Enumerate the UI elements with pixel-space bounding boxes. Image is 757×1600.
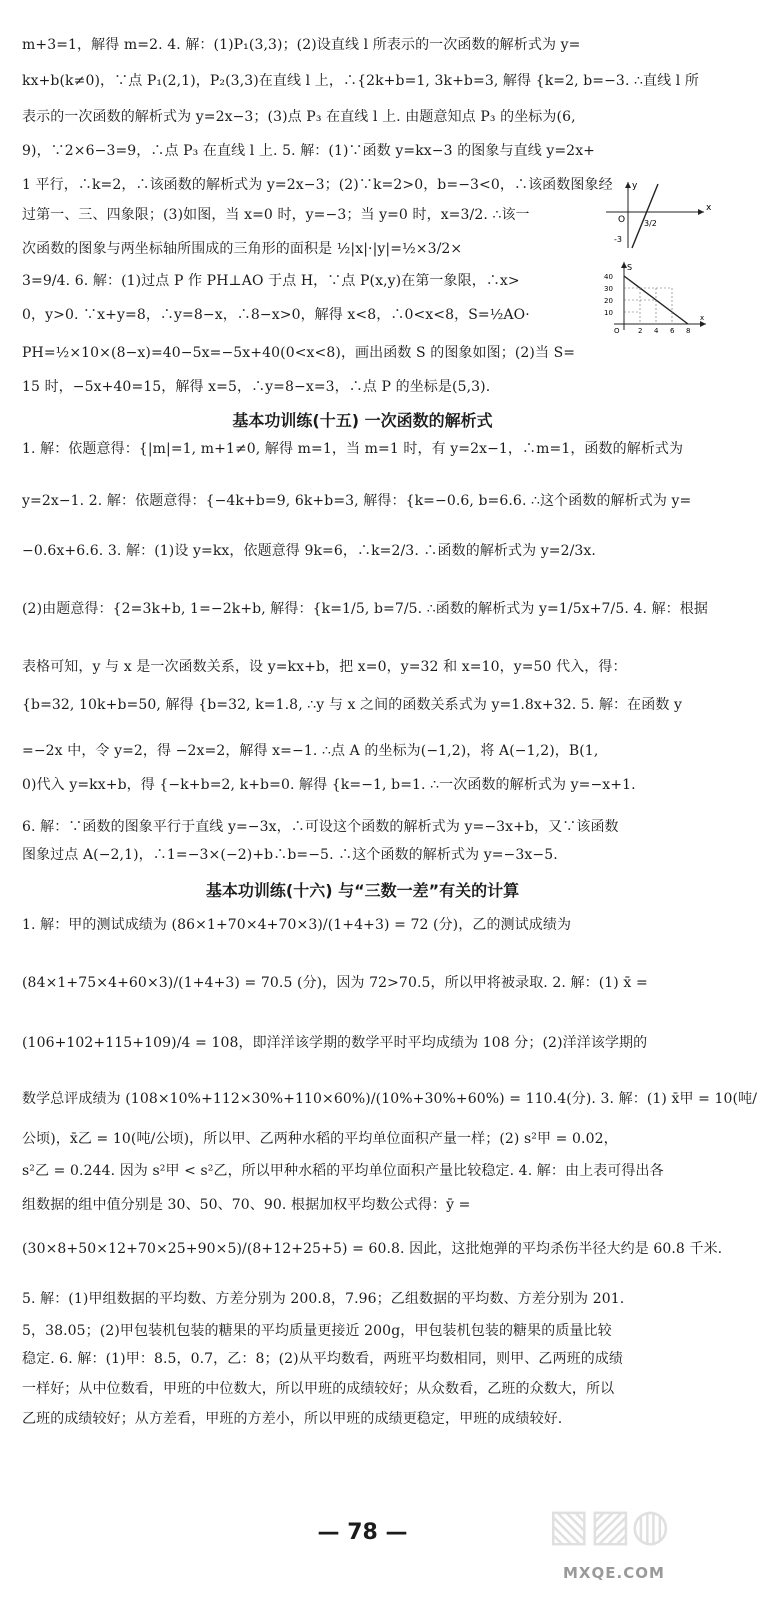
text-line: (2)由题意得：{2=3k+b, 1=−2k+b, 解得：{k=1/5, b=7/5. ∴函数的解析式为 y=1/5x+7/5. 4. 解：根据 [22,601,708,617]
text-line: (84×1+75×4+60×3)/(1+4+3) = 70.5 (分)，因为 72>70.5，所以甲将被录取. 2. 解：(1) x̄ = [22,975,648,991]
text-line: 9)，∵2×6−3=9，∴点 P₃ 在直线 l 上. 5. 解：(1)∵函数 y=kx−3 的图象与直线 y=2x+ [22,143,596,159]
fig1-y-tick: -3 [614,235,622,244]
text-line: 0，y>0. ∵x+y=8，∴y=8−x，∴8−x>0，解得 x<8，∴0<x<8，S=½AO· [22,307,530,323]
watermark [528,1500,718,1595]
fig2-x-tick: O [614,327,620,335]
fig2-s-tick: 10 [604,309,613,317]
text-line: s²乙 = 0.244. 因为 s²甲 < s²乙，所以甲种水稻的平均单位面积产量比较稳定. 4. 解：由上表可得出各 [22,1163,664,1179]
fig2-x-tick: 2 [638,327,643,335]
text-line: 5. 解：(1)甲组数据的平均数、方差分别为 200.8，7.96；乙组数据的平均数、方差分别为 201. [22,1291,625,1307]
text-line: 表示的一次函数的解析式为 y=2x−3；(3)点 P₃ 在直线 l 上. 由题意知点 P₃ 的坐标为(6, [22,109,576,125]
page-number: — 78 — [317,1520,408,1545]
text-line: 3=9/4. 6. 解：(1)过点 P 作 PH⊥AO 于点 H，∵点 P(x,y)在第一象限，∴x> [22,273,520,289]
text-line: 表格可知，y 与 x 是一次函数关系，设 y=kx+b，把 x=0，y=32 和 x=10，y=50 代入，得： [22,659,627,675]
text-line: −0.6x+6.6. 3. 解：(1)设 y=kx，依题意得 9k=6，∴k=2/3. ∴函数的解析式为 y=2/3x. [22,543,596,559]
fig2-s-tick: 20 [604,297,613,305]
text-line: 6. 解：∵函数的图象平行于直线 y=−3x，∴可设这个函数的解析式为 y=−3x+b，又∵该函数 [22,819,619,835]
text-line: 组数据的组中值分别是 30、50、70、90. 根据加权平均数公式得：ȳ = [22,1197,471,1213]
text-line: 1. 解：依题意得：{|m|=1, m+1≠0, 解得 m=1，当 m=1 时，有 y=2x−1，∴m=1，函数的解析式为 [22,441,684,457]
text-line: {b=32, 10k+b=50, 解得 {b=32, k=1.8, ∴y 与 x 之间的函数关系式为 y=1.8x+32. 5. 解：在函数 y [22,697,683,713]
watermark-logo-icon: ▧▨◍ [548,1500,670,1551]
text-line: =−2x 中，令 y=2，得 −2x=2，解得 x=−1. ∴点 A 的坐标为(−1,2)，将 A(−1,2)，B(1, [22,743,599,759]
text-line: (30×8+50×12+70×25+90×5)/(8+12+25+5) = 60.8. 因此，这批炮弹的平均杀伤半径大约是 60.8 千米. [22,1241,723,1257]
text-line: 一样好；从中位数看，甲班的中位数大，所以甲班的成绩较好；从众数看，乙班的众数大，所以 [22,1381,615,1397]
text-line: kx+b(k≠0)，∵点 P₁(2,1)，P₂(3,3)在直线 l 上，∴{2k+b=1, 3k+b=3, 解得 {k=2, b=−3. ∴直线 l 所 [22,73,700,89]
text-line: 乙班的成绩较好；从方差看，甲班的方差小，所以甲班的成绩更稳定，甲班的成绩较好. [22,1411,563,1427]
section-heading-16: 基本功训练(十六) 与“三数一差”有关的计算 [205,881,520,900]
fig2-x-tick: 6 [670,327,675,335]
section-heading-15: 基本功训练(十五) 一次函数的解析式 [232,411,493,430]
text-line: 1 平行，∴k=2，∴该函数的解析式为 y=2x−3；(2)∵k=2>0，b=−3<0，∴该函数图象经 [22,177,613,193]
text-line: y=2x−1. 2. 解：依题意得：{−4k+b=9, 6k+b=3, 解得：{k=−0.6, b=6.6. ∴这个函数的解析式为 y= [22,493,692,509]
text-line: PH=½×10×(8−x)=40−5x=−5x+40(0<x<8)，画出函数 S 的图象如图；(2)当 S= [22,345,576,361]
line-graph-figure-1 [600,178,710,250]
text-line: 5，38.05；(2)甲包装机包装的糖果的平均质量更接近 200g，甲包装机包装的糖果的质量比较 [22,1323,612,1339]
text-line: 数学总评成绩为 (108×10%+112×30%+110×60%)/(10%+30%+60%) = 110.4(分). 3. 解：(1) x̄甲 = 10(吨/ [22,1091,757,1107]
text-line: m+3=1，解得 m=2. 4. 解：(1)P₁(3,3)；(2)设直线 l 所表示的一次函数的解析式为 y= [22,37,581,53]
line-graph-figure-2 [600,258,710,334]
fig2-s-tick: 30 [604,285,613,293]
fig1-y-label: y [632,181,638,191]
fig2-x-label: x [700,314,705,322]
text-line: 图象过点 A(−2,1)，∴1=−3×(−2)+b∴b=−5. ∴这个函数的解析式为 y=−3x−5. [22,847,558,863]
fig1-x-label: x [706,203,712,213]
fig2-s-label: S [627,263,633,272]
fig1-origin-label: O [618,215,626,225]
text-line: 次函数的图象与两坐标轴所围成的三角形的面积是 ½|x|·|y|=½×3/2× [22,241,463,257]
fig1-x-tick: 3/2 [644,219,657,228]
fig2-x-tick: 8 [686,327,691,335]
watermark-text: MXQE.COM [563,1564,665,1582]
text-line: 15 时，−5x+40=15，解得 x=5，∴y=8−x=3，∴点 P 的坐标是(5,3). [22,379,491,395]
text-line: 1. 解：甲的测试成绩为 (86×1+70×4+70×3)/(1+4+3) = 72 (分)，乙的测试成绩为 [22,917,572,933]
text-line: 公顷)，x̄乙 = 10(吨/公顷)，所以甲、乙两种水稻的平均单位面积产量一样；(2) s²甲 = 0.02， [22,1131,618,1147]
text-line: 0)代入 y=kx+b，得 {−k+b=2, k+b=0. 解得 {k=−1, b=1. ∴一次函数的解析式为 y=−x+1. [22,777,636,793]
fig2-s-tick: 40 [604,273,613,281]
text-line: (106+102+115+109)/4 = 108，即洋洋该学期的数学平时平均成绩为 108 分；(2)洋洋该学期的 [22,1035,648,1051]
text-line: 稳定. 6. 解：(1)甲：8.5，0.7，乙：8；(2)从平均数看，两班平均数相同，则甲、乙两班的成绩 [22,1351,624,1367]
text-line: 过第一、三、四象限；(3)如图，当 x=0 时，y=−3；当 y=0 时，x=3/2. ∴该一 [22,207,530,223]
fig2-x-tick: 4 [654,327,659,335]
